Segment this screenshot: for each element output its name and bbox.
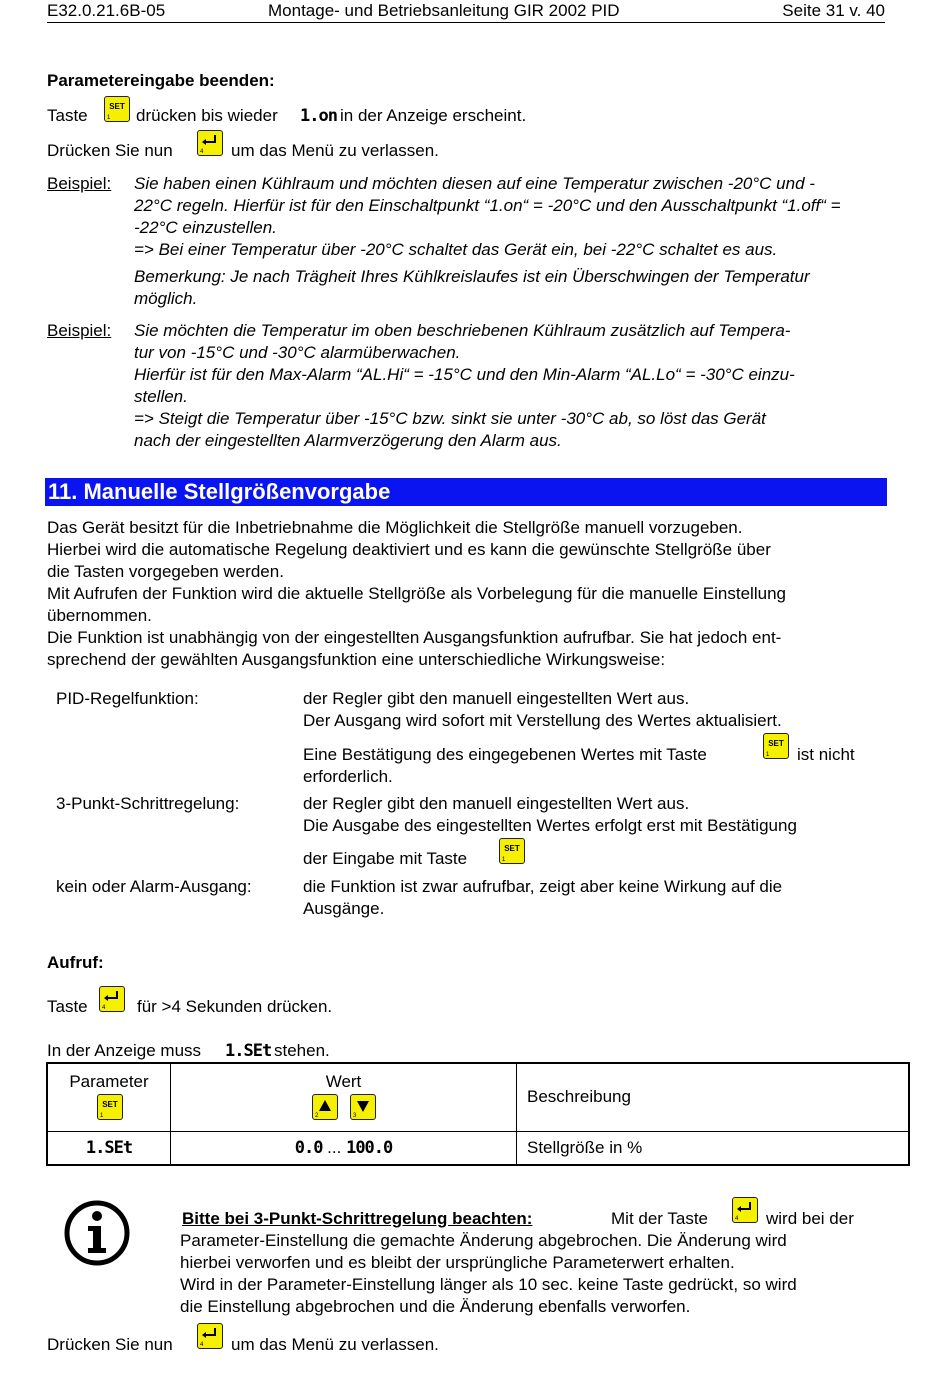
text: Drücken Sie nun	[47, 1335, 173, 1354]
text: In der Anzeige muss	[47, 1041, 202, 1060]
note-title: Bitte bei 3-Punkt-Schrittregelung beachten:	[182, 1209, 533, 1228]
note-text: die Einstellung abgebrochen und die Änderung ebenfalls verworfen.	[180, 1297, 691, 1316]
example-line: nach der eingestellten Alarmverzögerung den Alarm aus.	[134, 431, 562, 450]
page-number: Seite 31 v. 40	[782, 1, 885, 20]
header-label: Wert	[325, 1072, 362, 1092]
text: Drücken Sie nun	[47, 141, 173, 160]
mode-text: ist nicht	[797, 745, 855, 764]
display-1on: 1.on	[300, 106, 337, 126]
intro-line: Hierbei wird die automatische Regelung deaktiviert und es kann die gewünschte Stellgröße über	[47, 540, 771, 559]
intro-line: übernommen.	[47, 606, 152, 625]
info-icon	[62, 1198, 132, 1268]
mode-text: die Funktion ist zwar aufrufbar, zeigt aber keine Wirkung auf die	[303, 877, 783, 896]
text: um das Menü zu verlassen.	[231, 1335, 439, 1354]
enter-key-icon: 4	[197, 1323, 223, 1349]
text: um das Menü zu verlassen.	[231, 141, 439, 160]
value-min: 0.0	[294, 1137, 323, 1158]
intro-line: Das Gerät besitzt für die Inbetriebnahme die Möglichkeit die Stellgröße manuell vorzugeben.	[47, 518, 743, 537]
value-sep: ...	[327, 1137, 342, 1157]
intro-line: Mit Aufrufen der Funktion wird die aktuelle Stellgröße als Vorbelegung für die manuelle Einstellung	[47, 584, 786, 603]
example-line: Hierfür ist für den Max-Alarm “AL.Hi“ = -15°C und den Min-Alarm “AL.Lo“ = -30°C einzu-	[134, 365, 795, 384]
set-key-icon: SET 1	[104, 96, 130, 122]
param-display: 1.SEt	[85, 1137, 133, 1158]
text: Taste	[47, 106, 88, 125]
example-label: Beispiel:	[47, 174, 112, 193]
enter-key-icon: 4	[732, 1197, 758, 1223]
example-line: => Steigt die Temperatur über -15°C bzw. sinkt sie unter -30°C ab, so löst das Gerät	[134, 409, 766, 428]
table-row	[47, 1131, 171, 1165]
note-text: Parameter-Einstellung die gemachte Änderung abgebrochen. Die Änderung wird	[180, 1231, 787, 1250]
mode-text: Eine Bestätigung des eingegebenen Wertes mit Taste	[303, 745, 707, 764]
example-label: Beispiel:	[47, 321, 112, 340]
doc-title: Montage- und Betriebsanleitung GIR 2002 PID	[268, 1, 620, 20]
table-header-value	[171, 1063, 517, 1131]
end-heading: Parametereingabe beenden:	[47, 71, 275, 90]
set-key-icon: SET 1	[97, 1094, 123, 1120]
text: für >4 Sekunden drücken.	[137, 997, 333, 1016]
mode-text: erforderlich.	[303, 767, 393, 786]
text: Taste	[47, 997, 88, 1016]
set-key-icon: SET 1	[763, 733, 789, 759]
set-key-icon: SET 1	[499, 838, 525, 864]
enter-key-icon: 4	[99, 986, 125, 1012]
table-row-desc: Stellgröße in %	[517, 1131, 910, 1165]
note-text: hierbei verworfen und es bleibt der ursprüngliche Parameterwert erhalten.	[180, 1253, 735, 1272]
note-text: wird bei der	[766, 1209, 854, 1228]
intro-line: die Tasten vorgegeben werden.	[47, 562, 284, 581]
example-line: möglich.	[134, 289, 198, 308]
value-max: 100.0	[346, 1137, 393, 1158]
intro-line: sprechend der gewählten Ausgangsfunktion eine unterschiedliche Wirkungsweise:	[47, 650, 666, 669]
enter-key-icon: 4	[197, 130, 223, 156]
header-label: Parameter	[69, 1072, 149, 1092]
example-line: tur von -15°C und -30°C alarmüberwachen.	[134, 343, 461, 362]
down-key-icon: 3	[350, 1094, 376, 1120]
intro-line: Die Funktion ist unabhängig von der eingestellten Ausgangsfunktion aufrufbar. Sie hat jedoch ent-	[47, 628, 782, 647]
mode-text: der Regler gibt den manuell eingestellten Wert aus.	[303, 689, 690, 708]
example-line: 22°C regeln. Hierfür ist für den Einschaltpunkt “1.on“ = -20°C und den Ausschaltpunkt “1.off“ =	[134, 196, 841, 215]
mode-text: der Regler gibt den manuell eingestellten Wert aus.	[303, 794, 690, 813]
mode-text: Ausgänge.	[303, 899, 385, 918]
example-line: Sie haben einen Kühlraum und möchten diesen auf eine Temperatur zwischen -20°C und -	[134, 174, 815, 193]
table-header-desc: Beschreibung	[517, 1063, 910, 1131]
doc-id: E32.0.21.6B-05	[47, 1, 166, 20]
mode-text: Die Ausgabe des eingestellten Wertes erfolgt erst mit Bestätigung	[303, 816, 797, 835]
text: drücken bis wieder	[136, 106, 278, 125]
mode-label-pid: PID-Regelfunktion:	[56, 689, 199, 708]
example-line: Sie möchten die Temperatur im oben beschriebenen Kühlraum zusätzlich auf Tempera-	[134, 321, 791, 340]
call-heading: Aufruf:	[47, 953, 104, 972]
table-header-param	[47, 1063, 171, 1131]
example-line: stellen.	[134, 387, 188, 406]
table-row	[171, 1131, 517, 1165]
example-line: => Bei einer Temperatur über -20°C schaltet das Gerät ein, bei -22°C schaltet es aus.	[134, 240, 778, 259]
text: stehen.	[274, 1041, 330, 1060]
text: in der Anzeige erscheint.	[340, 106, 527, 125]
note-text: Mit der Taste	[611, 1209, 709, 1228]
display-1set: 1.SEt	[225, 1041, 272, 1061]
mode-label-none: kein oder Alarm-Ausgang:	[56, 877, 252, 896]
mode-text: der Eingabe mit Taste	[303, 849, 468, 868]
parameter-table	[46, 1062, 910, 1166]
page-header	[47, 0, 885, 23]
mode-text: Der Ausgang wird sofort mit Verstellung des Wertes aktualisiert.	[303, 711, 782, 730]
section-title: 11. Manuelle Stellgrößenvorgabe	[45, 478, 887, 506]
mode-label-3point: 3-Punkt-Schrittregelung:	[56, 794, 240, 813]
note-text: Wird in der Parameter-Einstellung länger als 10 sec. keine Taste gedrückt, so wird	[180, 1275, 797, 1294]
example-line: Bemerkung: Je nach Trägheit Ihres Kühlkreislaufes ist ein Überschwingen der Temperatur	[134, 267, 810, 286]
example-line: -22°C einzustellen.	[134, 218, 277, 237]
up-key-icon: 2	[312, 1094, 338, 1120]
